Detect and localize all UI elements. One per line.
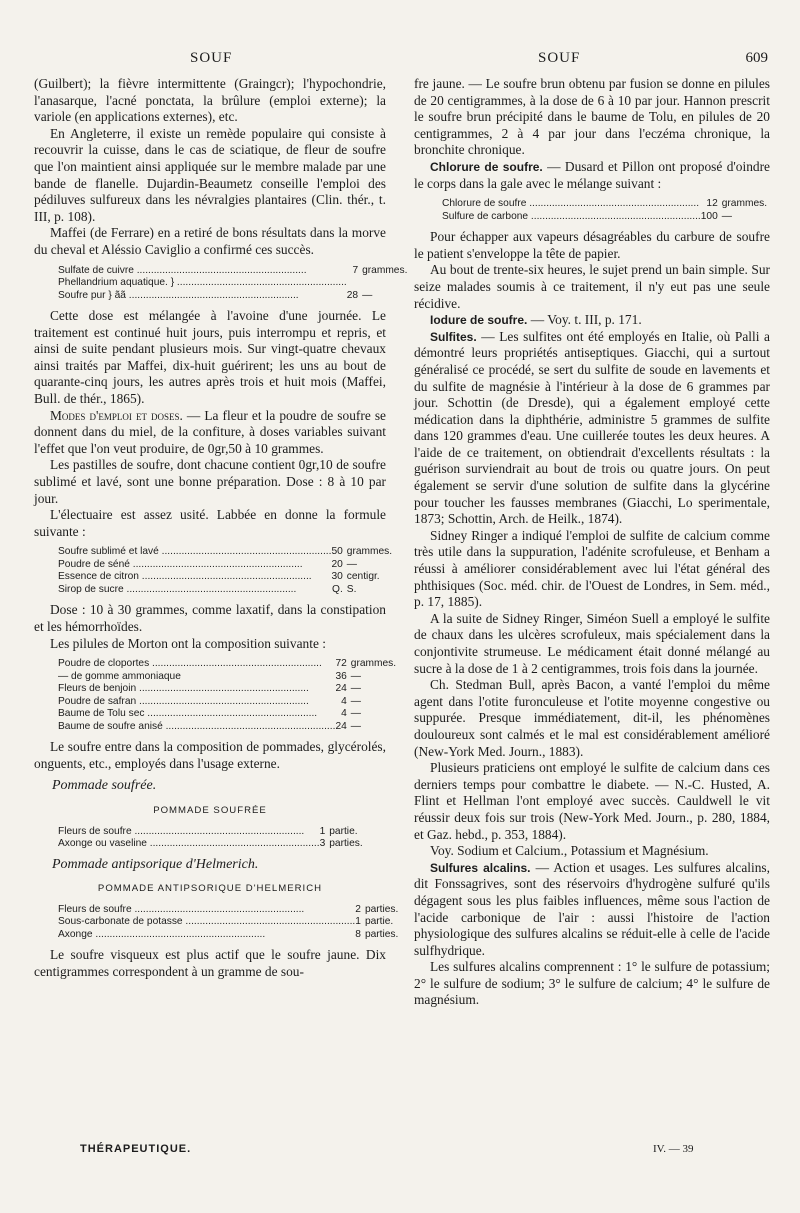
paragraph: [414, 329, 770, 528]
paragraph: Cette dose est mélangée à l'avoine d'une journée. Le traitement est continué huit jours, puis interrompu et repris, et ainsi de suite pendant plusieurs mois. Sur vingt-quatre chevaux ainsi traités par Maffei, dix-huit guérirent; les uns au bout de quarante-cinq jours, les autres après trois et huit mois (Maffei, Bull. de thér., 1865).: [34, 308, 386, 406]
subheading: Pommade antipsorique d'Helmerich.: [52, 856, 259, 872]
ingredient-name: Soufre pur } ãã ............................................................: [58, 289, 299, 301]
paragraph-text: — Dusard et Pillon ont proposé d'oindre le corps dans la gale avec le mélange suivant :: [414, 158, 771, 191]
formula-row: [58, 721, 396, 734]
ingredient-unit: centigr.: [346, 571, 380, 583]
ingredient-qty: 100: [700, 210, 718, 222]
subheading: Pommade soufrée.: [52, 778, 157, 794]
ingredient-name: Phellandrium aquatique. } ............................................................: [58, 277, 347, 289]
formula-row: [58, 571, 392, 584]
paragraph: L'électuaire est assez usité. Labbée en donne la formule suivante :: [34, 507, 386, 539]
paragraph: Voy. Sodium et Calcium., Potassium et Magnésium.: [430, 843, 709, 859]
ingredient-unit: —: [346, 558, 357, 570]
formula-table: [442, 198, 767, 223]
ingredient-unit: parties.: [364, 928, 399, 940]
ingredient-qty: 2: [355, 903, 361, 915]
ingredient-unit: —: [350, 708, 361, 720]
ingredient-unit: partie.: [329, 825, 358, 837]
formula-row: [58, 265, 407, 278]
formula-row: [58, 671, 396, 684]
running-header: [30, 50, 770, 72]
ingredient-name: Essence de citron ............................................................: [58, 571, 312, 583]
formula-table: [58, 265, 407, 303]
formula-row: [58, 838, 363, 851]
paragraph: Le soufre visqueux est plus actif que le soufre jaune. Dix centigrammes correspondent à un gramme de sou-: [34, 947, 386, 979]
formula-row: [58, 584, 392, 597]
page-number: 609: [745, 50, 768, 66]
paragraph: Plusieurs praticiens ont employé le sulfite de calcium dans ces derniers temps pour combattre le diabete. — N.-C. Husted, A. Flint et Hellman l'ont employé avec succès. Cauldwell le vit réussir deux fois sur trois (New-York Med. Journ., p. 280, 1884, et Gaz. hebd., p. 353, 1884).: [414, 760, 770, 842]
ingredient-qty: 28: [346, 289, 359, 301]
ingredient-name: Poudre de séné ............................................................: [58, 558, 303, 570]
ingredient-unit: grammes.: [350, 658, 397, 670]
ingredient-qty: 7: [352, 264, 359, 276]
left-column: [34, 76, 408, 980]
paragraph: Sidney Ringer a indiqué l'emploi de sulfite de calcium comme très utile dans la suppuration, l'adénite scrofuleuse, et Benham a réussi à améliorer considérablement avec lui l'état général des phthisiques (Soc. méd. chir. de l'Ouest de Londres, in Sem. méd., p. 17, 1885).: [414, 527, 770, 610]
ingredient-name: Sulfure de carbone ............................................................: [442, 210, 701, 222]
formula-row: [442, 198, 767, 211]
paragraph: Au bout de trente-six heures, le sujet prend un bain simple. Sur seize malades soumis à ce traitement, il n'y eut pas une seule récidive.: [414, 262, 770, 311]
ingredient-name: Chlorure de soufre ............................................................: [442, 198, 700, 210]
formula-table: [58, 904, 398, 942]
ingredient-unit: —: [721, 210, 732, 222]
ingredient-qty: 24: [335, 683, 347, 695]
ingredient-qty: [347, 277, 362, 290]
formula-row: [442, 211, 767, 224]
paragraph-text: — La fleur et la poudre de soufre se donnent dans du miel, de la confiture, à doses variables suivant l'effet que l'on veut produire, de 0gr,50 à 10 grammes.: [34, 407, 386, 456]
ingredient-unit: [362, 277, 407, 290]
ingredient-name: — de gomme ammoniaque: [58, 670, 181, 682]
ingredient-unit: grammes.: [346, 546, 393, 558]
paragraph: Les pastilles de soufre, dont chacune contient 0gr,10 de soufre sublimé et lavé, sont une bonne préparation. Dose : 8 à 10 par jour.: [34, 457, 386, 506]
ingredient-qty: Q.: [332, 583, 343, 595]
section-label: Sulfures alcalins.: [430, 860, 531, 875]
formula-row: [58, 559, 392, 572]
ingredient-qty: 3: [319, 838, 326, 849]
paragraph: Pour échapper aux vapeurs désagréables du carbure de soufre le patient s'enveloppe la tête de papier.: [414, 229, 770, 261]
paragraph-text: — Les sulfites ont été employés en Italie, où Palli a démontré leurs propriétés antiseptiques. Giacchi, qui a surtout généralisé ce procédé, se sert du sulfite de soude en lavements et du sulfite de magnésie à l'intérieur à la dose de 6 grammes par jour. Schottin (de Dresde), qui a également employé cette médication dans la diphthérie, administre 5 grammes de sulfite dans 120 grammes d'eau. Une cuillerée toutes les deux heures. A l'aide de ce traitement, on obtiendrait d'excellents résultats : la guérison surviendrait au bout de trois ou quatre jours. On peut également se servir d'une solution de sulfite dans la glycérine pour toucher les fausses membranes (Giacchi, Lo sperimentale, 1873; Schottin, Arch. de Heilk., 1874).: [414, 328, 770, 527]
formula-title: POMMADE ANTIPSORIQUE D'HELMERICH: [97, 883, 323, 895]
paragraph: Les pilules de Morton ont la composition suivante :: [50, 635, 326, 651]
ingredient-unit: grammes.: [362, 264, 408, 276]
ingredient-qty: 24: [335, 720, 347, 732]
ingredient-name: Baume de soufre anisé ............................................................: [58, 720, 336, 732]
ingredient-unit: —: [362, 289, 373, 301]
ingredient-unit: —: [350, 695, 361, 707]
paragraph-text: — Voy. t. III, p. 171.: [527, 312, 642, 328]
formula-row: [58, 826, 363, 839]
ingredient-name: Sulfate de cuivre ............................................................: [58, 264, 307, 276]
formula-row: [58, 277, 407, 290]
section-label: Chlorure de soufre.: [430, 159, 543, 174]
footer-signature: THÉRAPEUTIQUE.: [80, 1143, 192, 1155]
formula-row: [58, 290, 407, 303]
paragraph: Les sulfures alcalins comprennent : 1° le sulfure de potassium; 2° le sulfure de sodium; 3° le sulfure de calcium; 4° le sulfure de magnésium.: [414, 959, 770, 1008]
paragraph: [414, 312, 770, 329]
ingredient-qty: 4: [341, 708, 347, 720]
footer-volume: IV. — 39: [653, 1143, 694, 1155]
formula-row: [58, 546, 392, 559]
ingredient-unit: parties.: [329, 838, 363, 849]
ingredient-unit: grammes.: [721, 198, 768, 210]
ingredient-qty: 72: [335, 658, 347, 670]
paragraph: [34, 408, 386, 458]
ingredient-name: Fleurs de benjoin ............................................................: [58, 683, 309, 695]
ingredient-name: Axonge ou vaseline ............................................................: [58, 838, 320, 849]
paragraph: A la suite de Sidney Ringer, Siméon Suell a employé le sulfite de chaux dans les ulcères scrofuleux, mais spécialement dans la conjontivite strumeuse. Le médicament était donné mélangé au sucre à la dose de 1 à 2 centigrammes, trois fois dans la journée.: [414, 610, 770, 676]
formula-row: [58, 683, 396, 696]
formula-table: [58, 658, 396, 733]
ingredient-qty: 30: [331, 571, 343, 583]
ingredient-qty: 1: [355, 916, 361, 928]
formula-title: POMMADE SOUFRÉE: [153, 804, 267, 816]
right-column: [414, 76, 770, 1009]
formula-row: [58, 929, 398, 942]
ingredient-qty: 50: [331, 546, 343, 558]
ingredient-name: Soufre sublimé et lavé ............................................................: [58, 546, 332, 558]
formula-table: [58, 546, 392, 596]
formula-row: [58, 696, 396, 709]
paragraph: Dose : 10 à 30 grammes, comme laxatif, dans la constipation et les hémorrhoïdes.: [34, 602, 386, 634]
ingredient-name: Axonge ............................................................: [58, 928, 266, 940]
ingredient-qty: 8: [355, 928, 361, 940]
section-label: Iodure de soufre.: [430, 313, 528, 328]
section-label: Sulfites.: [430, 329, 477, 344]
paragraph-text: — Action et usages. Les sulfures alcalins, dit Fonssagrives, sont des réservoirs d'hydrogène sulfuré qu'ils dégagent sous les plus faibles influences, même sous l'action de l'acide carbonique de l'air : aussi l'histoire de l'action physiologique des sulfures alcalins se réduit-elle à celle de l'acide sulfhydrique.: [414, 859, 770, 958]
ingredient-unit: S.: [346, 583, 357, 595]
formula-row: [58, 708, 396, 721]
ingredient-name: Baume de Tolu sec ............................................................: [58, 708, 318, 720]
paragraph: (Guilbert); la fièvre intermittente (Graingcr); l'hypochondrie, l'anasarque, l'acné ponctata, la brûlure (emploi externe); la variole (en applications externes), etc.: [34, 76, 386, 125]
ingredient-name: Poudre de safran ............................................................: [58, 695, 309, 707]
ingredient-unit: parties.: [364, 903, 399, 915]
formula-row: [58, 658, 396, 671]
ingredient-qty: 20: [331, 558, 343, 570]
formula-row: [58, 916, 398, 929]
ingredient-unit: partie.: [364, 916, 394, 928]
formula-row: [58, 904, 398, 917]
paragraph: Maffei (de Ferrare) en a retiré de bons résultats dans la morve du cheval et Aléssio Caviglio a confirmé ces succès.: [34, 225, 386, 257]
ingredient-name: Fleurs de soufre ............................................................: [58, 825, 305, 837]
ingredient-unit: —: [350, 683, 361, 695]
paragraph: Le soufre entre dans la composition de pommades, glycérolés, onguents, etc., employés dans l'usage externe.: [34, 739, 386, 771]
ingredient-qty: 4: [341, 695, 347, 707]
ingredient-unit: —: [350, 670, 361, 682]
ingredient-qty: 36: [335, 670, 347, 682]
ingredient-qty: 12: [706, 198, 718, 210]
ingredient-name: Poudre de cloportes ............................................................: [58, 658, 322, 670]
paragraph: En Angleterre, il existe un remède populaire qui consiste à recouvrir la cuisse, dans le cas de sciatique, de fleur de soufre que l'on maintient ainsi appliquée sur le membre malade par une bande de flanelle. Dujardin-Beaumetz conseille l'emploi des pédiluves sulfureux dans les névralgies plantaires (Clin. thér., t. III, p. 108).: [34, 125, 386, 224]
paragraph: [414, 159, 770, 192]
paragraph: fre jaune. — Le soufre brun obtenu par fusion se donne en pilules de 20 centigrammes, à la dose de 6 à 10 par jour. Hannon prescrit le soufre brun précipité dans le baume de Tolu, en pilules de 20 centigrammes, 2 à 4 par jour dans l'eczéma chronique, la bronchite chronique.: [414, 76, 770, 158]
ingredient-unit: —: [350, 720, 361, 732]
paragraph: Ch. Stedman Bull, après Bacon, a vanté l'emploi du même agent dans l'otite furonculeuse et l'otite moyenne congestive ou suppurée. Presque immédiatement, dit-il, les phénomènes douloureux sont calmés et le mal est considérablement amélioré (New-York Med. Journ., 1883).: [414, 677, 770, 759]
header-left-title: SOUF: [190, 50, 233, 66]
ingredient-name: Sirop de sucre ............................................................: [58, 583, 297, 595]
section-label: Modes d'emploi et doses.: [50, 407, 183, 423]
paragraph: [414, 860, 770, 960]
header-right-title: SOUF: [538, 50, 581, 66]
formula-table: [58, 826, 363, 851]
ingredient-qty: 1: [319, 825, 326, 837]
ingredient-name: Fleurs de soufre ............................................................: [58, 903, 305, 915]
ingredient-name: Sous-carbonate de potasse ............................................................: [58, 916, 356, 928]
